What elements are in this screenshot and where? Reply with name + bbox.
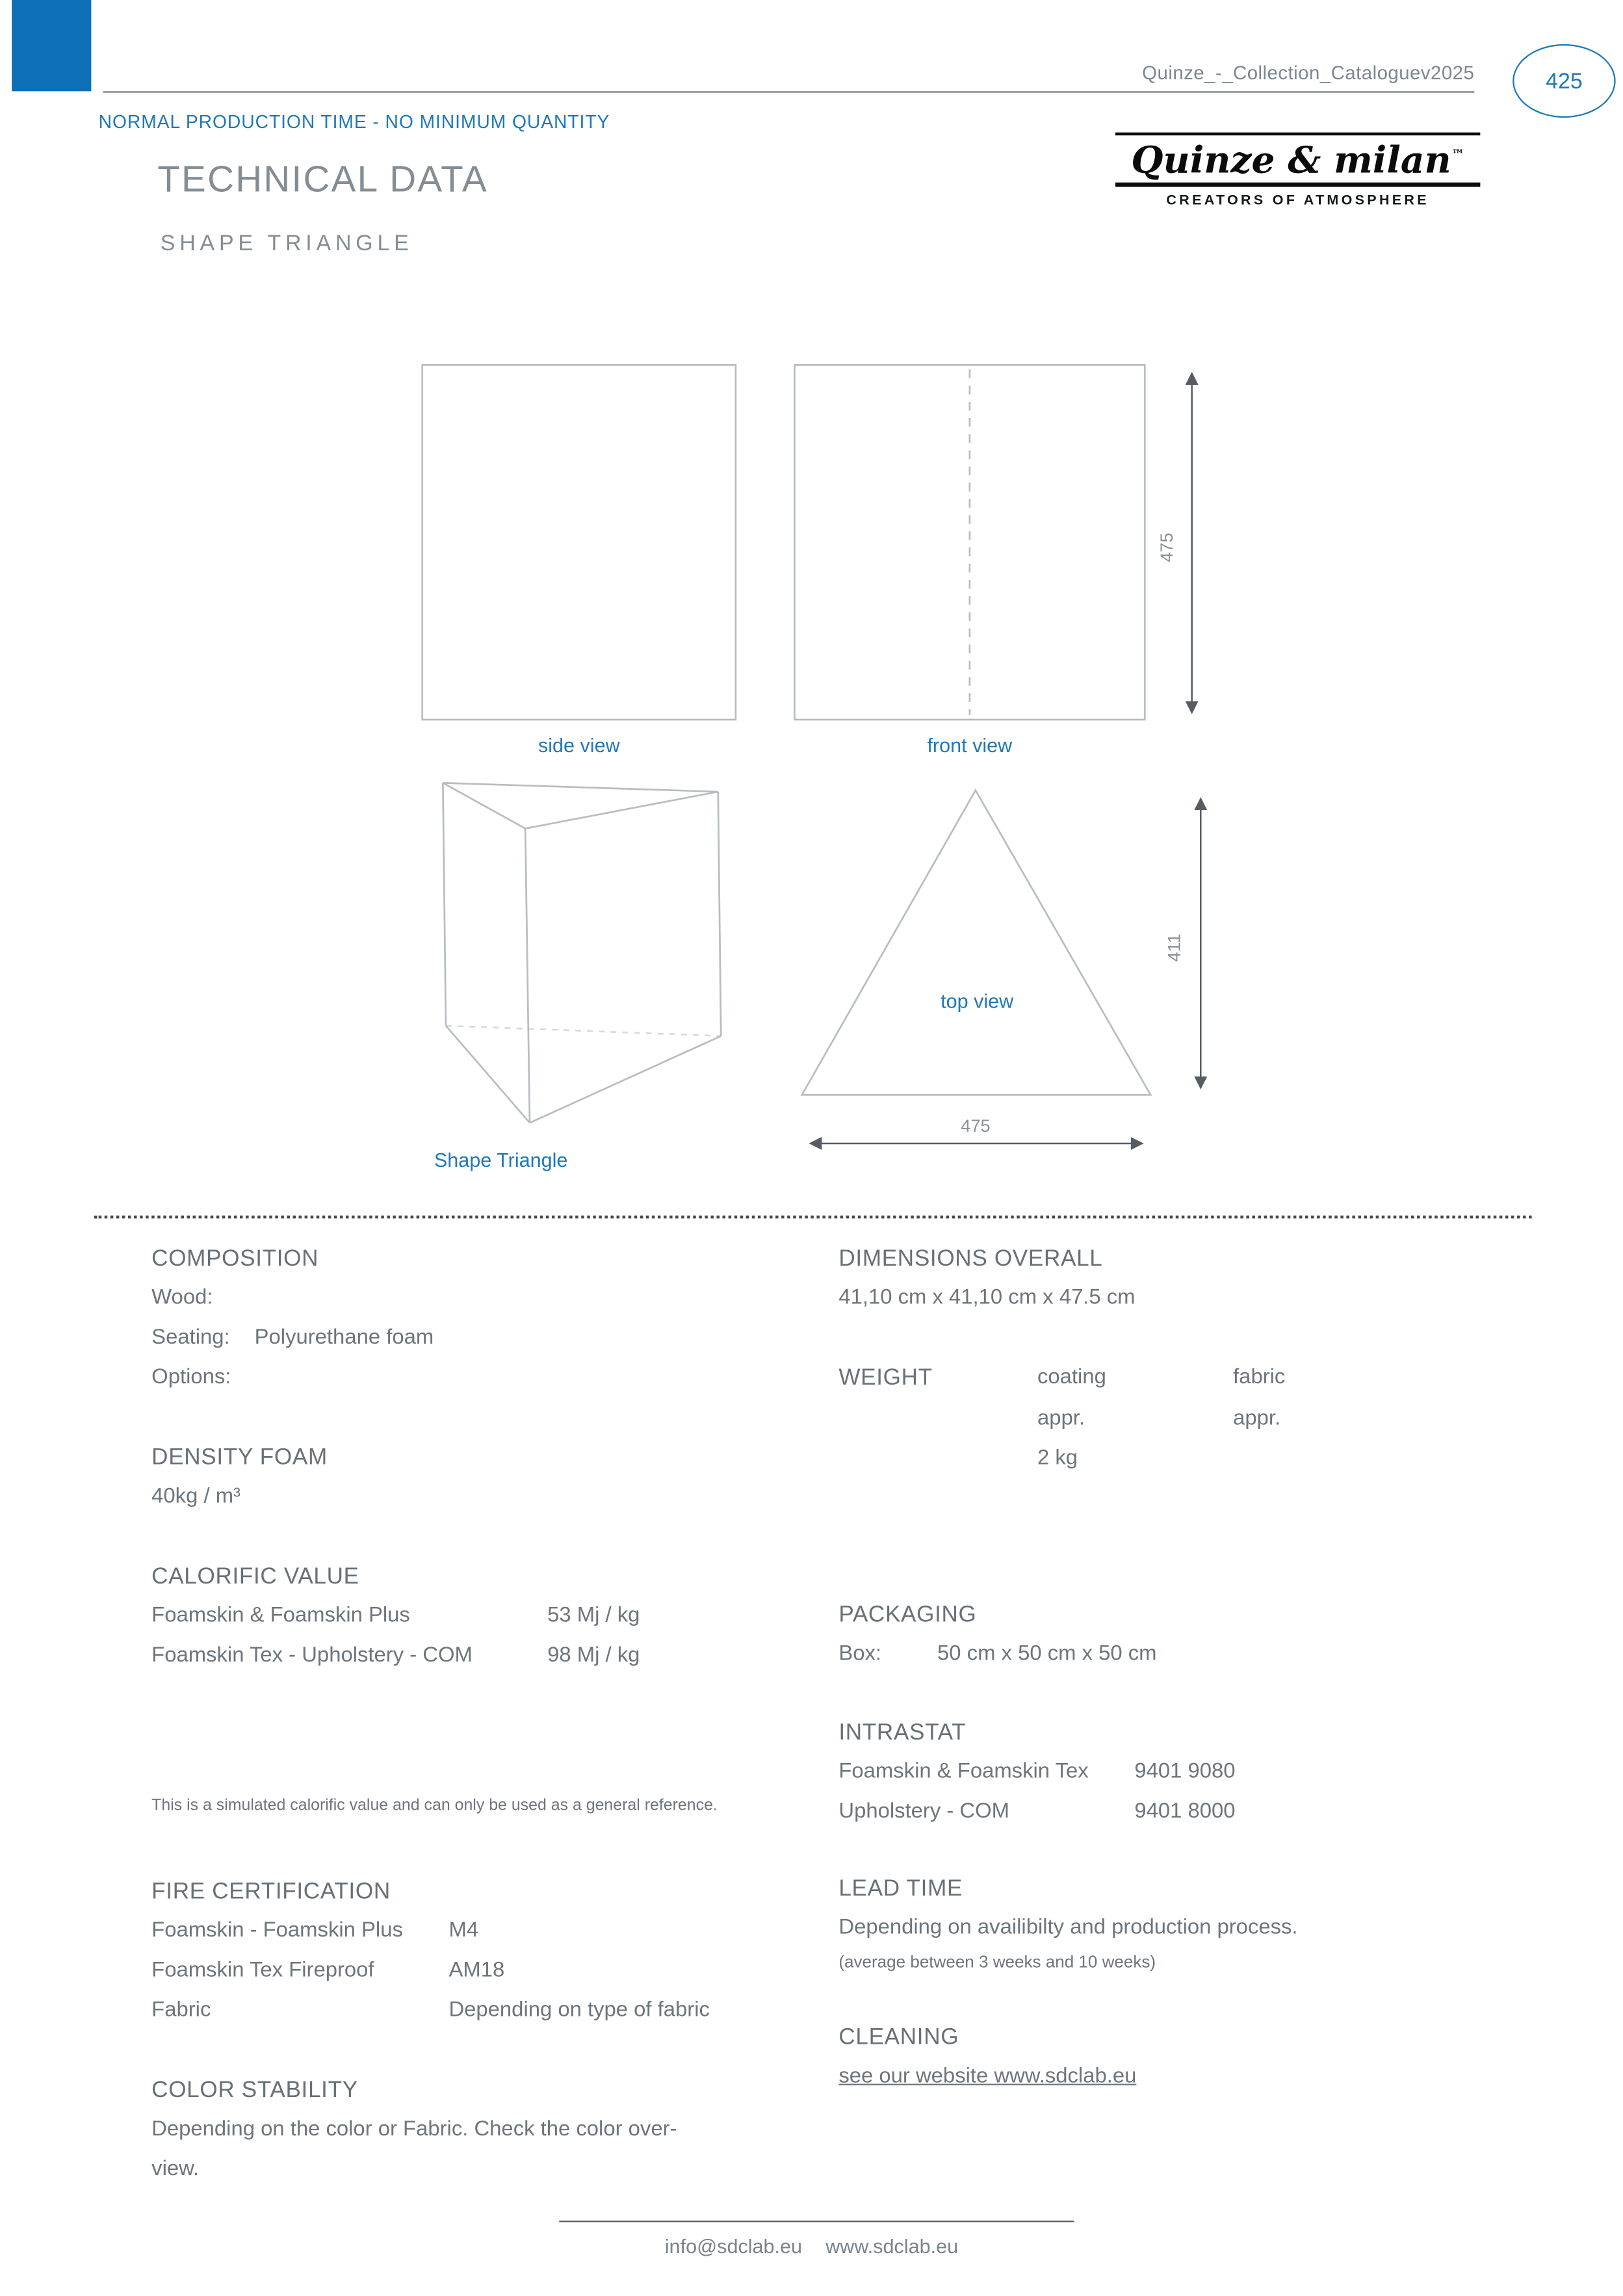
spec-value: AM18 [448,1959,505,1983]
spec-row [151,1951,821,1991]
calorific-disclaimer-note: This is a simulated calorific value and can only be used as a general reference. [151,1797,718,1815]
density-foam-value: 40kg / m³ [151,1485,240,1509]
weight-header-row [838,1358,1530,1399]
spec-value: 9401 8000 [1134,1799,1236,1823]
spec-row [838,1753,1530,1792]
spec-label: Foamskin - Foamskin Plus [151,1918,403,1943]
page-title: TECHNICAL DATA [157,159,488,200]
spec-value: 53 Mj / kg [547,1604,640,1628]
calorific-value-section [151,1557,821,1819]
spec-row [838,1635,1530,1675]
composition-heading: COMPOSITION [151,1246,319,1272]
left-column [151,1239,821,2189]
dimensions-overall-heading: DIMENSIONS OVERALL [838,1246,1103,1272]
shape-triangle-label: Shape Triangle [434,1149,568,1171]
spec-value: Polyurethane foam [254,1325,434,1350]
color-stability-text-line1: Depending on the color or Fabric. Check the color over- [151,2117,677,2141]
packaging-heading: PACKAGING [838,1602,977,1628]
color-stability-section [151,2070,821,2189]
spec-value: 98 Mj / kg [547,1643,640,1667]
weight-appr-row [838,1400,1530,1439]
packaging-section [838,1595,1530,1675]
fire-certification-section [151,1872,821,2031]
spec-value: 9401 9080 [1134,1760,1236,1784]
spec-label: Upholstery - COM [838,1799,1010,1823]
spec-row [151,1318,821,1358]
product-shape-subtitle: SHAPE TRIANGLE [160,231,413,256]
weight-col-fabric: fabric [1233,1365,1286,1390]
dimensions-overall-value: 41,10 cm x 41,10 cm x 47.5 cm [838,1286,1136,1310]
catalog-reference: Quinze_-_Collection_Cataloguev2025 [1142,62,1475,85]
front-view-label: front view [927,734,1013,757]
lead-time-text: Depending on availibilty and production process. [838,1916,1298,1940]
spec-row [151,1597,821,1636]
side-view-label: side view [538,734,620,757]
cleaning-heading: CLEANING [838,2024,959,2050]
cleaning-website-link[interactable]: see our website www.sdclab.eu [838,2065,1137,2089]
composition-section [151,1239,821,1398]
spec-value: M4 [448,1918,479,1943]
front-height-dim-label: 475 [1156,532,1177,562]
spec-row [151,1358,821,1398]
weight-col-coating: coating [1037,1365,1106,1390]
calorific-value-heading: CALORIFIC VALUE [151,1564,359,1589]
weight-appr-fabric: appr. [1233,1407,1281,1431]
brand-name-text: Quinze & milan [1131,138,1451,182]
spec-label: Foamskin & Foamskin Plus [151,1604,410,1628]
fire-certification-heading: FIRE CERTIFICATION [151,1879,391,1905]
spec-row [151,1636,821,1676]
footer-website-link[interactable]: www.sdclab.eu [825,2235,959,2258]
spec-label: Wood: [151,1286,213,1310]
top-height-dim-label: 411 [1163,933,1184,962]
brand-tagline: CREATORS OF ATMOSPHERE [1166,193,1429,210]
footer-divider [559,2221,1074,2222]
cleaning-section [838,2018,1530,2097]
side-view-drawing [422,365,736,720]
weight-value: 2 kg [1037,1446,1078,1470]
spec-row [151,1912,821,1951]
spec-label: Foamskin Tex Fireproof [151,1959,374,1983]
intrastat-heading: INTRASTAT [838,1720,967,1745]
spec-label: Foamskin Tex - Upholstery - COM [151,1643,473,1667]
spec-value: Depending on type of fabric [448,1998,710,2022]
shape-prism-drawing [443,783,721,1123]
dimensions-overall-section [838,1239,1530,1318]
dimension-lines [811,374,1201,1143]
spec-label: Foamskin & Foamskin Tex [838,1760,1089,1784]
weight-section [838,1358,1530,1479]
color-stability-text-line2: view. [151,2157,200,2181]
top-view-label: top view [941,990,1014,1013]
weight-heading: WEIGHT [838,1365,933,1391]
lead-time-note: (average between 3 weeks and 10 weeks) [838,1954,1156,1972]
density-foam-heading: DENSITY FOAM [151,1445,328,1470]
top-view-drawing [802,790,1151,1095]
lead-time-section [838,1869,1530,1979]
spec-row [151,1991,821,2031]
top-width-dim-label: 475 [961,1115,991,1136]
production-time-note: NORMAL PRODUCTION TIME - NO MINIMUM QUANTITY [98,112,610,133]
right-column [838,1239,1530,2097]
footer [0,2236,1623,2258]
footer-email-link[interactable]: info@sdclab.eu [664,2235,803,2258]
spec-label: Options: [151,1365,231,1390]
dotted-divider [94,1216,1532,1219]
intrastat-section [838,1713,1530,1832]
weight-appr-coating: appr. [1037,1407,1085,1431]
density-foam-section [151,1438,821,1517]
spec-value: 50 cm x 50 cm x 50 cm [937,1642,1157,1666]
spec-row [151,1279,821,1318]
spec-row [838,1792,1530,1832]
lead-time-heading: LEAD TIME [838,1876,963,1901]
page-number: 425 [1546,68,1583,94]
color-stability-heading: COLOR STABILITY [151,2078,358,2103]
spec-label: Seating: [151,1325,230,1350]
spec-label: Box: [838,1642,882,1666]
trademark-symbol: ™ [1451,148,1465,164]
spec-label: Fabric [151,1998,211,2022]
weight-value-row [838,1439,1530,1479]
